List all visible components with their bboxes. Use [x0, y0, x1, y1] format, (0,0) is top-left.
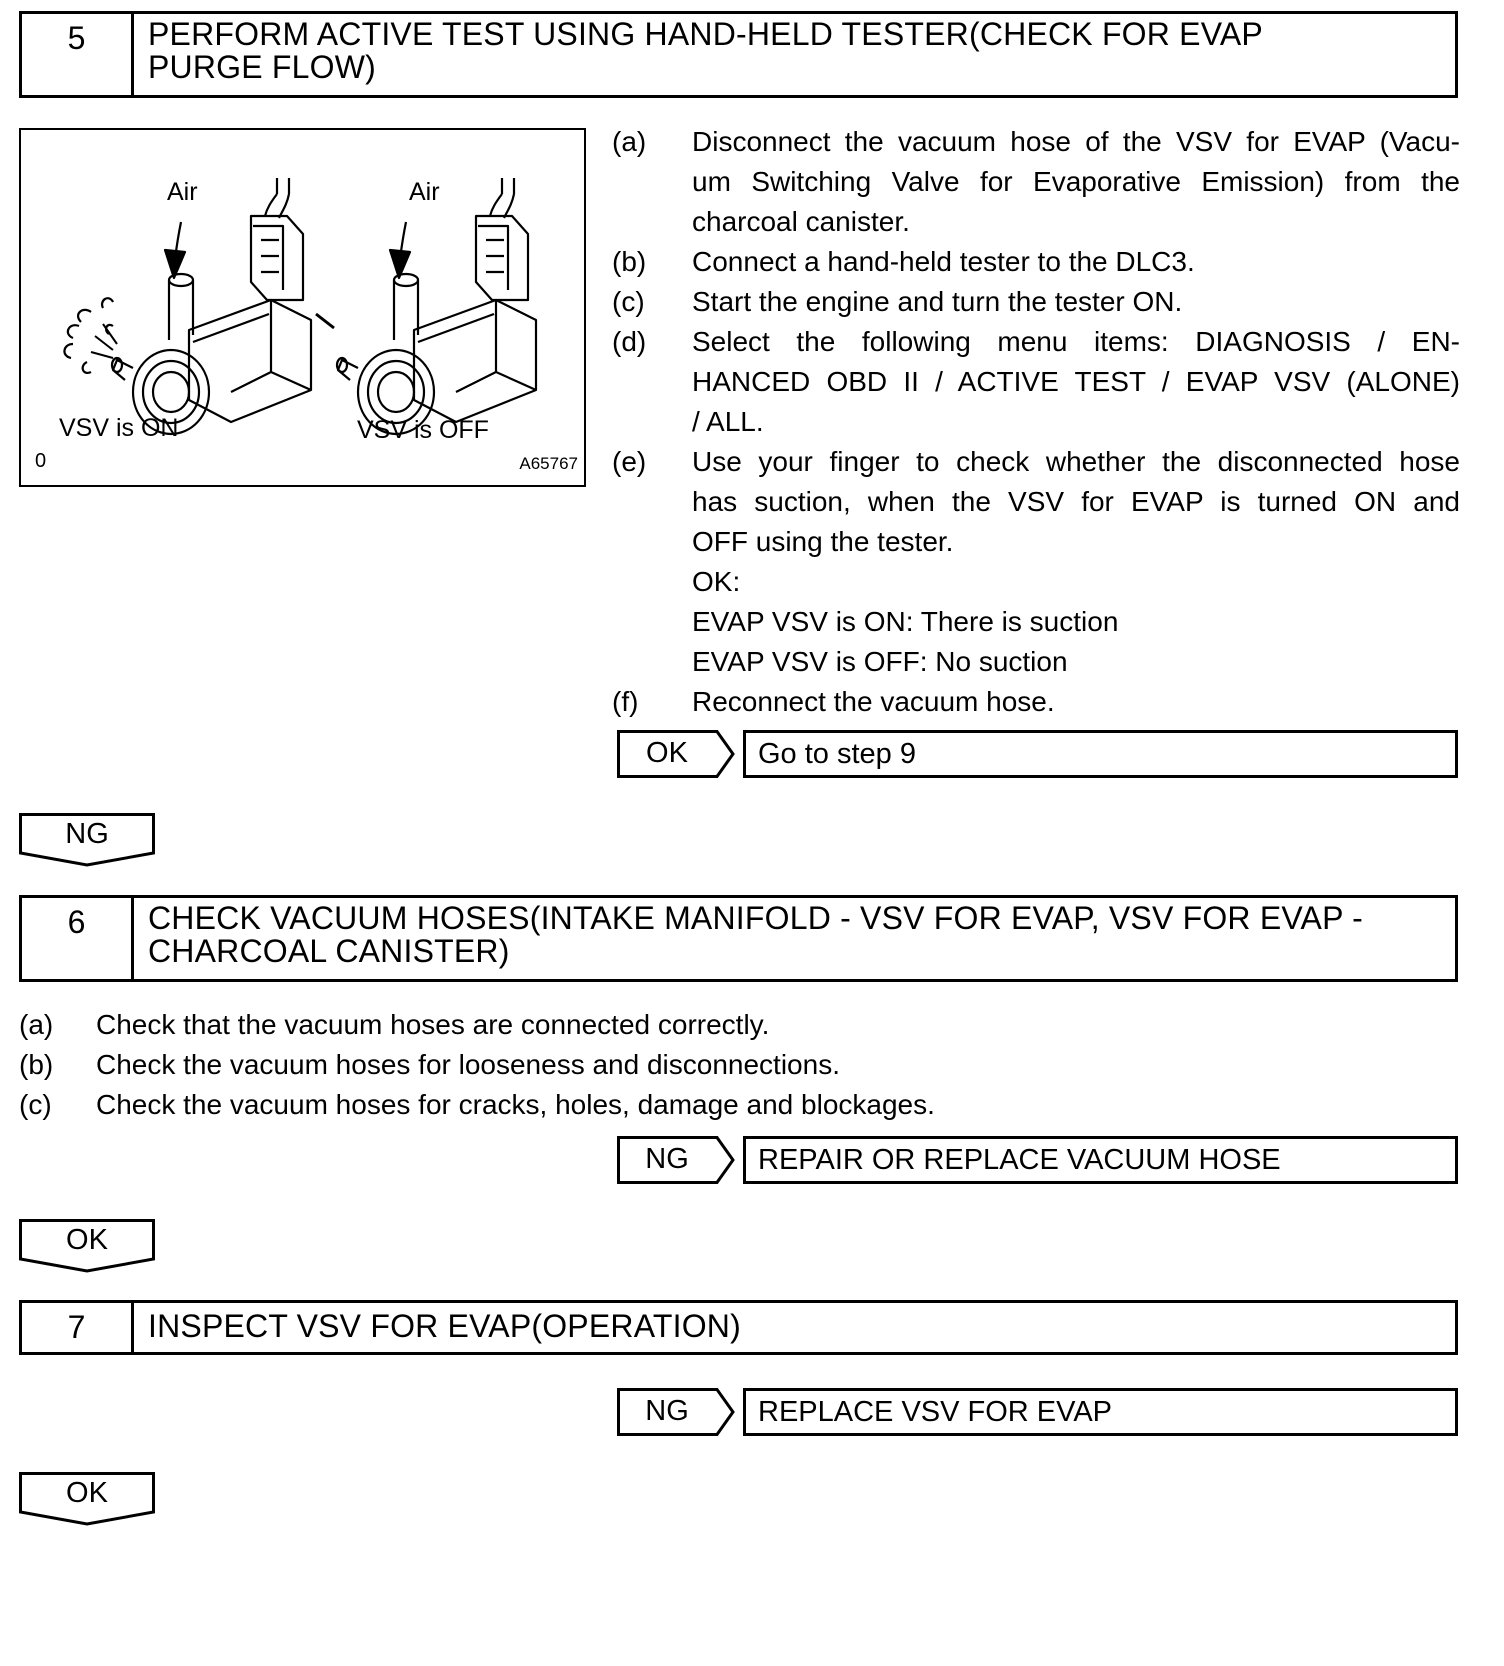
instruction-line: / ALL.	[692, 406, 764, 437]
result-action[interactable]: REPAIR OR REPLACE VACUUM HOSE	[743, 1136, 1458, 1184]
figure-id: A65767	[519, 454, 578, 473]
caption-vsv-off: VSV is OFF	[357, 416, 489, 444]
step-title-line-2: CHARCOAL CANISTER)	[148, 933, 510, 969]
result-tag-label: NG	[645, 1143, 689, 1175]
step-title-line-1: PERFORM ACTIVE TEST USING HAND-HELD TESTER(CHECK FOR EVAP	[148, 16, 1263, 52]
result-tag-ok[interactable]	[617, 730, 735, 778]
instruction-line: has suction, when the VSV for EVAP is turned ON and	[692, 486, 1460, 517]
flow-flag-ng[interactable]	[19, 813, 155, 865]
step-number: 6	[22, 898, 134, 979]
step-title-line-1: INSPECT VSV FOR EVAP(OPERATION)	[148, 1308, 741, 1344]
instruction-label: (a)	[612, 126, 647, 157]
step-title	[148, 18, 1447, 84]
instruction-text: Check the vacuum hoses for looseness and disconnections.	[96, 1049, 840, 1080]
instruction-line: Disconnect the vacuum hose of the VSV for EVAP (Vacu-	[692, 126, 1460, 157]
instruction-label: (e)	[612, 446, 647, 477]
caption-vsv-on: VSV is ON	[59, 414, 179, 442]
instruction-text: Check the vacuum hoses for cracks, holes, damage and blockages.	[96, 1089, 935, 1120]
instruction-f-label: (f)	[612, 686, 639, 717]
step-number: 7	[22, 1303, 134, 1352]
instruction-line: OFF using the tester.	[692, 526, 954, 557]
air-label-right: Air	[409, 178, 440, 206]
instruction-b	[612, 242, 1460, 282]
step-7-header	[19, 1300, 1458, 1355]
instruction-line: Use your finger to check whether the disconnected hose	[692, 446, 1460, 477]
flow-flag-ok[interactable]	[19, 1472, 155, 1524]
instruction-label: (b)	[19, 1049, 54, 1080]
ok-criteria-heading: OK:	[692, 566, 741, 597]
step-title-line-2: PURGE FLOW)	[148, 49, 376, 85]
result-action[interactable]: Go to step 9	[743, 730, 1458, 778]
instruction-text: Check that the vacuum hoses are connected correctly.	[96, 1009, 770, 1040]
vsv-off-drawing	[316, 178, 536, 434]
figure-corner-mark: 0	[35, 450, 47, 472]
instruction-line: HANCED OBD II / ACTIVE TEST / EVAP VSV (ALONE)	[692, 366, 1460, 397]
instruction-e	[612, 442, 1460, 562]
instruction-line: Start the engine and turn the tester ON.	[692, 286, 1183, 317]
step-5-header	[19, 11, 1458, 98]
instruction-label: (c)	[612, 286, 645, 317]
instruction-line: charcoal canister.	[692, 206, 910, 237]
flag-label: OK	[66, 1477, 108, 1509]
instruction-a	[612, 122, 1460, 242]
air-label-left: Air	[167, 178, 198, 206]
flow-flag-ok[interactable]	[19, 1219, 155, 1271]
instruction-c	[612, 282, 1460, 322]
ok-criteria-off: EVAP VSV is OFF: No suction	[692, 646, 1068, 677]
flag-label: OK	[66, 1224, 108, 1256]
result-tag-label: OK	[646, 737, 688, 769]
ok-criteria-on: EVAP VSV is ON: There is suction	[692, 606, 1119, 637]
instruction-line: Select the following menu items: DIAGNOSIS / EN-	[692, 326, 1460, 357]
result-tag-ng[interactable]	[617, 1388, 735, 1436]
result-tag-label: NG	[645, 1395, 689, 1427]
step-title	[148, 1307, 1447, 1343]
instruction-label: (c)	[19, 1089, 52, 1120]
instruction-f-text: Reconnect the vacuum hose.	[692, 686, 1055, 717]
flag-label: NG	[65, 818, 109, 850]
step-number: 5	[22, 14, 134, 95]
step-title	[148, 902, 1447, 968]
step-6-header	[19, 895, 1458, 982]
vsv-on-drawing	[64, 178, 311, 434]
instruction-line: Connect a hand-held tester to the DLC3.	[692, 246, 1195, 277]
instruction-d	[612, 322, 1460, 442]
step-title-line-1: CHECK VACUUM HOSES(INTAKE MANIFOLD - VSV FOR EVAP, VSV FOR EVAP -	[148, 900, 1363, 936]
result-action[interactable]: REPLACE VSV FOR EVAP	[743, 1388, 1458, 1436]
result-tag-ng[interactable]	[617, 1136, 735, 1184]
instruction-label: (a)	[19, 1009, 54, 1040]
instruction-line: um Switching Valve for Evaporative Emission) from the	[692, 166, 1460, 197]
instruction-label: (b)	[612, 246, 647, 277]
instruction-label: (d)	[612, 326, 647, 357]
vsv-illustration	[19, 128, 586, 487]
